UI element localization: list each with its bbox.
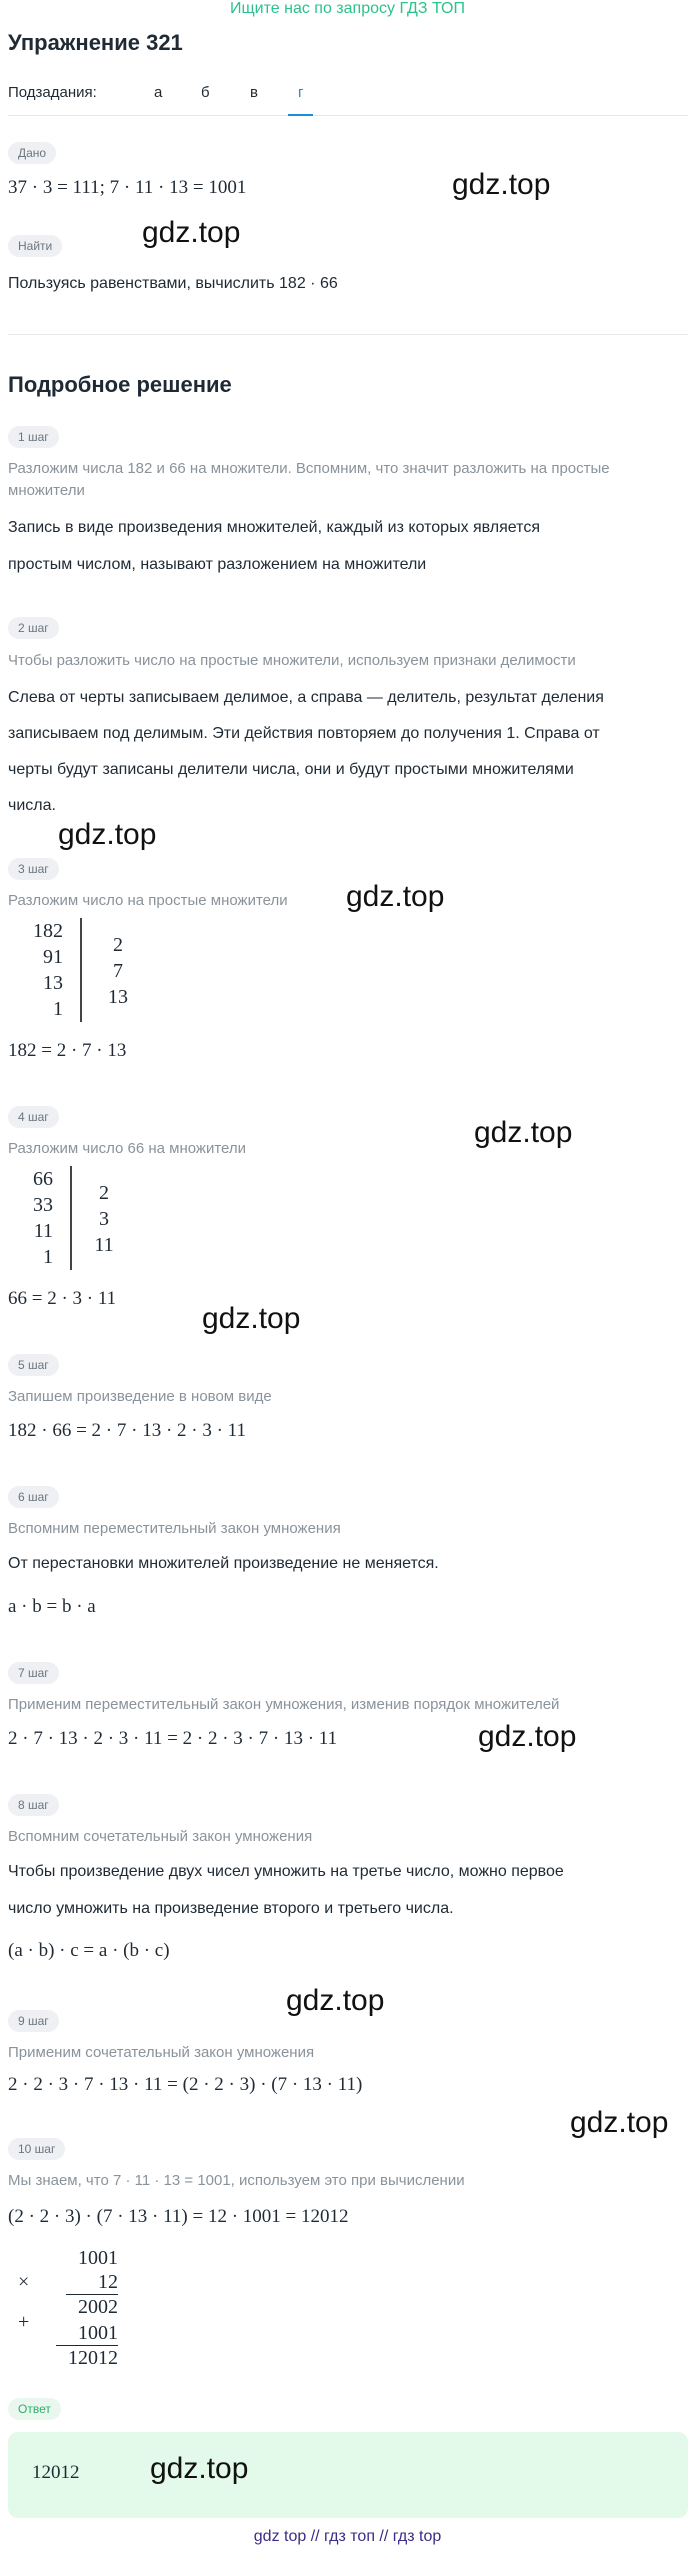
tab-g[interactable]: г [288,84,313,116]
step-7-hint: Применим переместительный закон умножения, изменив порядок множителей [8,1696,560,1713]
divisor: 2 [99,1182,109,1204]
watermark: gdz.top [478,1720,577,1753]
product: 12012 [68,2347,118,2369]
divisor: 3 [99,1208,109,1230]
step-10-hint: Мы знаем, что 7 · 11 · 13 = 1001, используем это при вычислении [8,2172,465,2189]
divisor: 2 [113,934,123,956]
step-chip: 4 шаг [8,1106,59,1128]
watermark: gdz.top [570,2106,669,2139]
plus-sign: + [18,2311,30,2333]
answer-box [8,2432,688,2518]
factorization-66 [8,1166,158,1276]
given-chip-wrap [8,142,56,164]
step-1-text-line2: простым числом, называют разложением на множители [8,556,427,573]
divisor: 7 [113,960,123,982]
step-2-text-line3: черты будут записаны делители числа, они и будут простыми множителями [8,761,574,778]
step-5-chip-wrap [8,1354,59,1376]
search-banner[interactable]: Ищите нас по запросу ГДЗ ТОП [230,0,465,17]
watermark: gdz.top [346,880,445,913]
answer-value: 12012 [32,2462,80,2483]
watermark: gdz.top [142,216,241,249]
dividend: 13 [43,972,63,994]
subtasks-bar [8,84,688,116]
footer-links[interactable]: gdz top // гдз топ // гдз top [253,2528,442,2545]
step-9-chip-wrap [8,2010,59,2032]
step-6-hint: Вспомним переместительный закон умножения [8,1520,341,1537]
find-chip-wrap [8,235,62,257]
step-5-math: 182 · 66 = 2 · 7 · 13 · 2 · 3 · 11 [8,1420,246,1441]
step-3-result: 182 = 2 · 7 · 13 [8,1040,127,1061]
step-chip: 10 шаг [8,2138,65,2160]
step-8-text-line1: Чтобы произведение двух чисел умножить на третье число, можно первое [8,1863,564,1880]
dividend: 1 [43,1246,53,1268]
watermark: gdz.top [474,1116,573,1149]
step-2-text-line2: записываем под делимым. Эти действия повторяем до получения 1. Справа от [8,725,600,742]
step-8-text-line2: число умножить на произведение второго и третьего числа. [8,1900,454,1917]
divisor-column [84,1180,124,1258]
dividend-column [18,918,63,1022]
step-chip: 7 шаг [8,1662,59,1684]
step-1-chip-wrap [8,426,59,448]
step-2-hint: Чтобы разложить число на простые множители, используем признаки делимости [8,652,576,669]
divisor: 11 [94,1234,114,1256]
watermark: gdz.top [58,818,157,851]
tab-a[interactable]: а [154,84,163,101]
step-9-math: 2 · 2 · 3 · 7 · 13 · 11 = (2 · 2 · 3) · (7 · 13 · 11) [8,2074,363,2095]
step-5-hint: Запишем произведение в новом виде [8,1388,272,1405]
division-bar [70,1166,72,1270]
step-4-hint: Разложим число 66 на множители [8,1140,247,1157]
given-chip: Дано [8,142,56,164]
step-6-math: a · b = b · a [8,1596,96,1617]
tab-v[interactable]: в [250,84,258,101]
answer-chip-wrap [8,2398,61,2420]
step-7-math: 2 · 7 · 13 · 2 · 3 · 11 = 2 · 2 · 3 · 7 · 13 · 11 [8,1728,338,1749]
watermark: gdz.top [150,2452,249,2485]
watermark: gdz.top [202,1302,301,1335]
multiplicand: 1001 [78,2247,118,2269]
step-chip: 3 шаг [8,858,59,880]
step-8-math: (a · b) · c = a · (b · c) [8,1940,170,1961]
dividend: 91 [43,946,63,968]
subtasks-label: Подзадания: [8,84,97,101]
divider [8,334,688,335]
step-chip: 8 шаг [8,1794,59,1816]
times-sign: × [18,2271,30,2293]
watermark: gdz.top [286,1984,385,2017]
step-10-chip-wrap [8,2138,65,2160]
division-bar [80,918,82,1022]
divisor-column [98,932,138,1010]
step-7-chip-wrap [8,1662,59,1684]
step-8-hint: Вспомним сочетательный закон умножения [8,1828,313,1845]
dividend-column [8,1166,53,1270]
step-chip: 1 шаг [8,426,59,448]
dividend: 66 [33,1168,53,1190]
step-1-text-line1: Запись в виде произведения множителей, каждый из которых является [8,519,540,536]
step-3-hint: Разложим число на простые множители [8,892,288,909]
step-9-hint: Применим сочетательный закон умножения [8,2044,315,2061]
step-4-chip-wrap [8,1106,59,1128]
step-6-chip-wrap [8,1486,59,1508]
step-8-chip-wrap [8,1794,59,1816]
page-title: Упражнение 321 [8,30,183,55]
step-chip: 2 шаг [8,617,59,639]
step-2-text-line1: Слева от черты записываем делимое, а справа — делитель, результат деления [8,689,604,706]
step-3-chip-wrap [8,858,59,880]
step-chip: 6 шаг [8,1486,59,1508]
step-1-hint-line2: множители [8,482,85,499]
step-2-text-line4: числа. [8,797,56,814]
column-multiplication [8,2242,118,2374]
step-chip: 9 шаг [8,2010,59,2032]
watermark: gdz.top [452,168,551,201]
step-1-hint-line1: Разложим числа 182 и 66 на множители. Вспомним, что значит разложить на простые [8,460,610,477]
step-10-math: (2 · 2 · 3) · (7 · 13 · 11) = 12 · 1001 = 12012 [8,2206,349,2227]
partial-product: 2002 [78,2296,118,2318]
step-2-chip-wrap [8,617,59,639]
find-text: Пользуясь равенствами, вычислить 182 · 66 [8,275,338,292]
step-4-result: 66 = 2 · 3 · 11 [8,1288,117,1309]
partial-product: 1001 [78,2322,118,2344]
dividend: 11 [33,1220,53,1242]
step-chip: 5 шаг [8,1354,59,1376]
given-expression: 37 · 3 = 111; 7 · 11 · 13 = 1001 [8,177,247,198]
step-6-text: От перестановки множителей произведение не меняется. [8,1555,439,1572]
solution-title: Подробное решение [8,372,232,397]
factorization-182 [8,918,158,1028]
dividend: 1 [53,998,63,1020]
multiplier: 12 [98,2271,118,2293]
dividend: 33 [33,1194,53,1216]
divisor: 13 [108,986,128,1008]
answer-chip: Ответ [8,2398,61,2420]
dividend: 182 [33,920,63,942]
find-chip: Найти [8,235,62,257]
tab-b[interactable]: б [201,84,210,101]
